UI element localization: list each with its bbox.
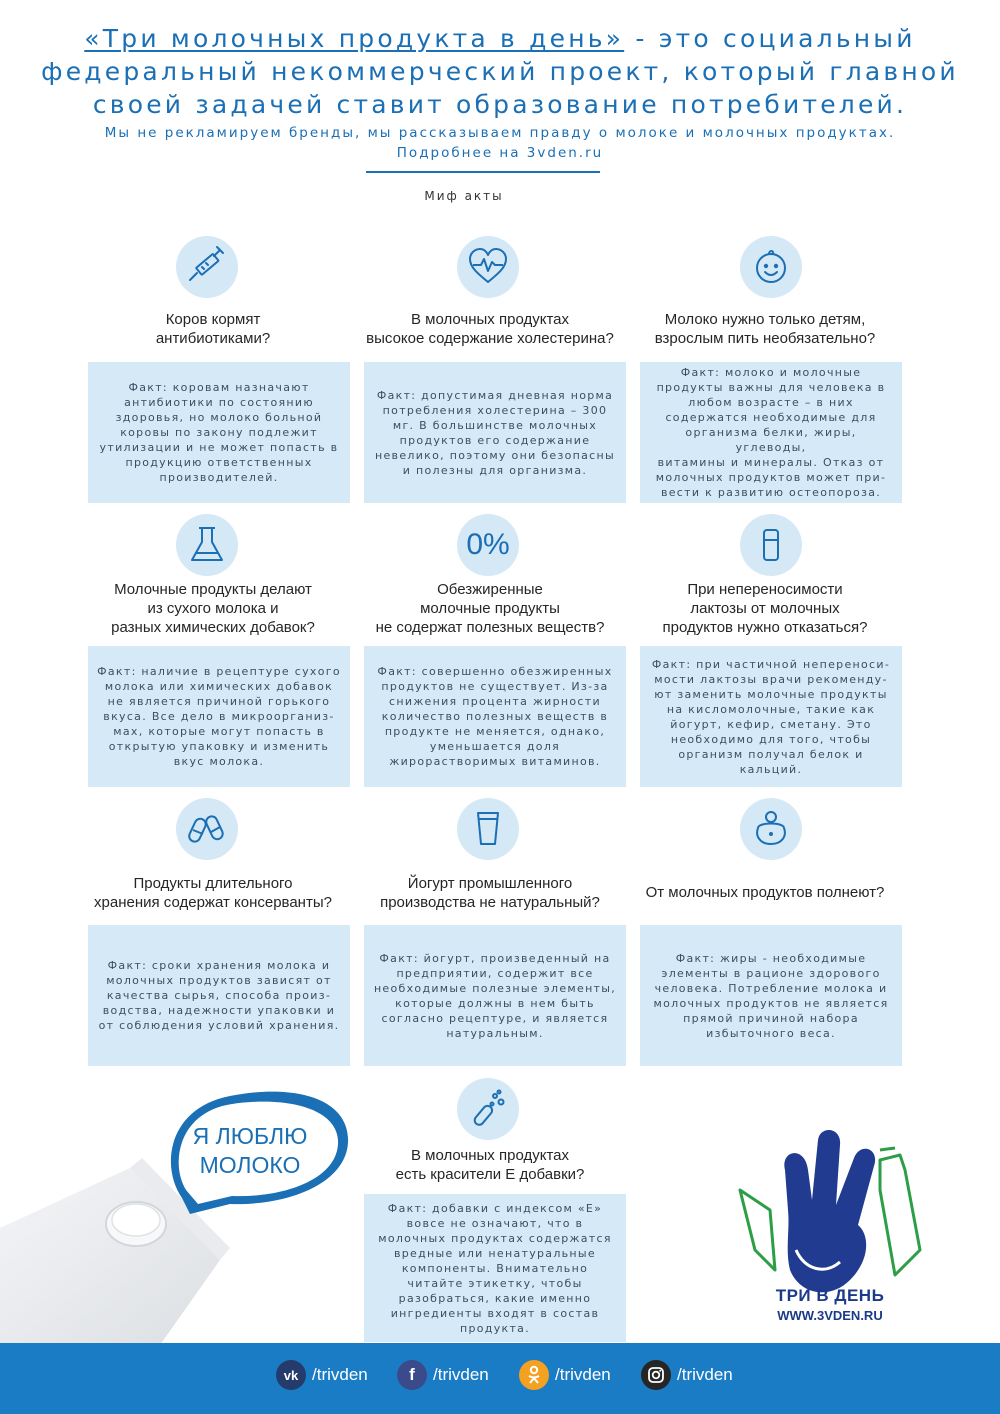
footer-bar xyxy=(0,1343,1000,1414)
social-instagram[interactable] xyxy=(641,1358,733,1392)
fact-card-8 xyxy=(364,925,626,1066)
zero-percent-icon xyxy=(457,514,519,576)
flask-icon xyxy=(176,514,238,576)
header-subtitle: Мы не рекламируем бренды, мы рассказываем правду о молоке и молочных продуктах. xyxy=(104,125,896,141)
header-line-3: своей задачей ставит образование потребителей. xyxy=(92,90,908,119)
bubble-text: Я ЛЮБЛЮ МОЛОКО xyxy=(192,1123,308,1178)
header-line-2: федеральный некоммерческий проект, который главной xyxy=(41,57,959,86)
odnoklassniki-icon xyxy=(519,1360,549,1390)
question-7: Продукты длительного хранения содержат консерванты? xyxy=(94,875,332,911)
project-name-link[interactable]: «Три молочных продукта в день» xyxy=(84,24,625,53)
question-10: В молочных продуктах есть красители Е добавки? xyxy=(395,1147,585,1183)
section-title: Миф акты xyxy=(424,189,504,203)
question-1: Коров кормят антибиотиками? xyxy=(155,311,271,347)
question-5: Обезжиренные молочные продукты не содержат полезных веществ? xyxy=(375,581,605,636)
fact-text-1: Факт: коровам назначают антибиотики по состоянию здоровья, но молоко больной коровы по закону подлежит утилизации и не может попасть в продукцию ответственных производителей. xyxy=(99,381,339,484)
fact-card-1 xyxy=(88,362,350,503)
pills-icon xyxy=(176,798,238,860)
fact-text-9: Факт: жиры - необходимые элементы в рационе здорового человека. Потребление молока и молочных продуктов не является прямой причиной набора избыточного веса. xyxy=(653,951,889,1040)
fact-text-7: Факт: сроки хранения молока и молочных продуктов зависят от качества сырья, способа произ- водства, надежности упаковки и от соблюдения условий хранения. xyxy=(98,959,340,1032)
instagram-icon xyxy=(641,1360,671,1390)
vk-icon: vk xyxy=(276,1360,306,1390)
milk-glass-icon xyxy=(740,514,802,576)
fact-card-5 xyxy=(364,646,626,787)
logo-url[interactable]: WWW.3VDEN.RU xyxy=(777,1308,883,1323)
body-icon xyxy=(740,798,802,860)
fact-card-6 xyxy=(640,646,902,787)
fact-text-5: Факт: совершенно обезжиренных продуктов не существует. Из-за снижения процента жирности количество полезных веществ в продукте не меняется, однако, уменьшается доля жирорастворимых витаминов. xyxy=(377,665,613,768)
question-6: При непереносимости лактозы от молочных продуктов нужно отказаться? xyxy=(662,581,868,636)
question-2: В молочных продуктах высокое содержание холестерина? xyxy=(366,311,614,347)
fact-text-3: Факт: молоко и молочные продукты важны для человека в любом возрасте – в них содержатся необходимые для организма белки, жиры, углеводы, витамины и минералы. Отказ от молочных продуктов может при- вести к развитию остеопороза. xyxy=(655,366,887,499)
social-facebook[interactable] xyxy=(397,1358,489,1392)
heart-pulse-icon xyxy=(457,236,519,298)
fact-text-10: Факт: добавки с индексом «Е» вовсе не означают, что в молочных продуктах содержатся вредные или ненатуральные компоненты. Внимательно читайте этикетку, чтобы разобраться, какие именно ингредиенты входят в состав продукта. xyxy=(378,1201,612,1335)
fact-text-6: Факт: при частичной непереноси- мости лактозы врачи рекоменду- ют заменить молочные продукты на кисломолочные, такие как йогурт, кефир, сметану. Это необходимо для того, чтобы организм получал белок и кальций. xyxy=(651,657,891,776)
question-8: Йогурт промышленного производства не натуральный? xyxy=(380,875,600,911)
fact-text-4: Факт: наличие в рецептуре сухого молока или химических добавок не является причиной горького вкуса. Все дело в микроорганиз- мах, которые могут попасть в открытую упаковку и изменить вкус молока. xyxy=(97,665,341,768)
baby-face-icon xyxy=(740,236,802,298)
question-9: От молочных продуктов полнеют? xyxy=(645,884,885,901)
yogurt-cup-icon xyxy=(457,798,519,860)
header-divider xyxy=(366,171,600,173)
header xyxy=(0,22,1000,163)
header-line-1-rest: - это социальный xyxy=(624,24,916,53)
social-odnoklassniki[interactable] xyxy=(519,1358,611,1392)
social-odnoklassniki-handle: /trivden xyxy=(555,1365,611,1384)
facebook-icon: f xyxy=(397,1360,427,1390)
fact-card-4 xyxy=(88,646,350,787)
test-tube-icon xyxy=(457,1078,519,1140)
header-more-link[interactable]: Подробнее на 3vden.ru xyxy=(396,145,604,161)
fact-text-8: Факт: йогурт, произведенный на предприятии, содержит все необходимые полезные элементы, которые должны в нем быть согласно рецептуре, и является натуральным. xyxy=(373,951,617,1040)
social-facebook-handle: /trivden xyxy=(433,1365,489,1384)
question-3: Молоко нужно только детям, взрослым пить необязательно? xyxy=(654,311,876,347)
social-vk-handle: /trivden xyxy=(312,1365,368,1384)
social-instagram-handle: /trivden xyxy=(677,1365,733,1384)
fact-card-10 xyxy=(364,1194,626,1342)
fact-card-2 xyxy=(364,362,626,503)
syringe-icon xyxy=(176,236,238,298)
social-vk[interactable] xyxy=(276,1358,368,1392)
logo-name: ТРИ В ДЕНЬ xyxy=(775,1286,885,1305)
zero-percent-label: 0% xyxy=(466,528,510,561)
fact-card-9 xyxy=(640,925,902,1066)
fact-text-2: Факт: допустимая дневная норма потребления холестерина – 300 мг. В большинстве молочных продуктов его содержание невелико, поэтому они безопасны и полезны для организма. xyxy=(374,388,615,477)
question-4: Молочные продукты делают из сухого молока и разных химических добавок? xyxy=(111,581,315,636)
fact-card-7 xyxy=(88,925,350,1066)
fact-card-3 xyxy=(640,362,902,503)
header-line-1 xyxy=(0,22,1000,55)
